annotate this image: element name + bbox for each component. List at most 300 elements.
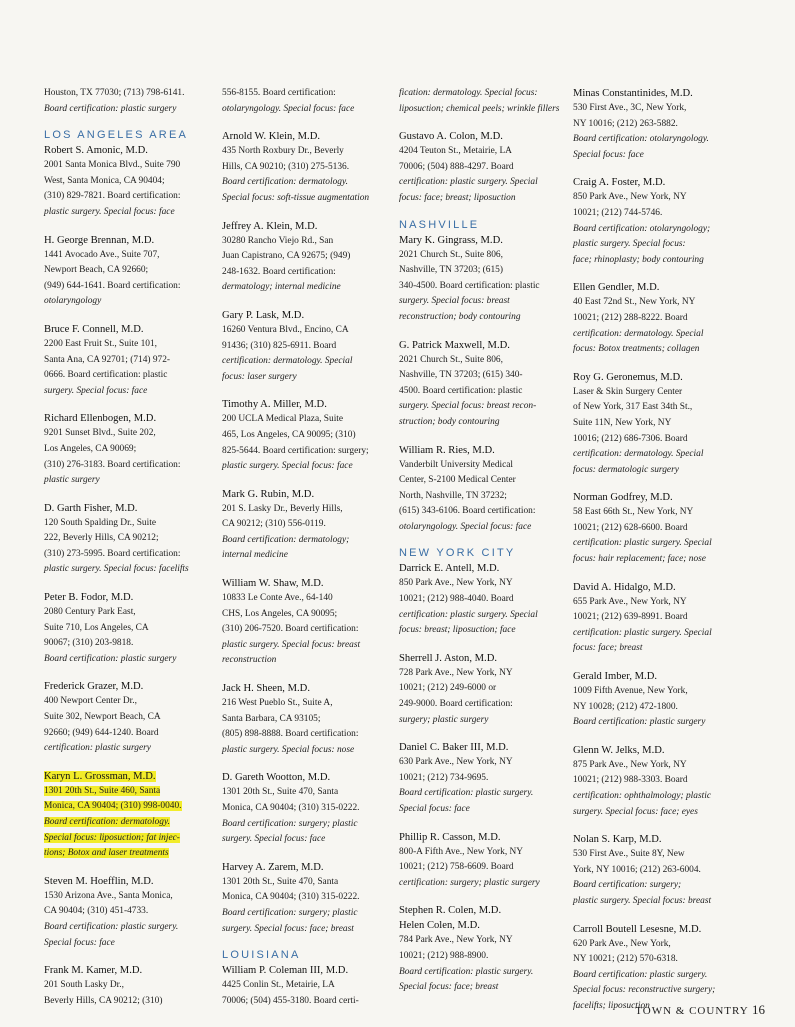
entry-line	[399, 86, 569, 102]
entry-line	[573, 863, 748, 879]
directory-entry	[399, 740, 569, 817]
entry-text: 10021; (212) 988-8900.	[399, 950, 489, 961]
entry-text: struction; body contouring	[399, 416, 500, 427]
entry-text: focus: laser surgery	[222, 371, 297, 382]
entry-line	[222, 234, 392, 250]
entry-text: 2080 Century Park East,	[44, 607, 136, 618]
directory-entry	[44, 86, 214, 117]
entry-line	[44, 652, 214, 668]
column-4	[573, 86, 748, 1027]
entry-text: Bruce F. Connell, M.D.	[44, 323, 144, 335]
entry-text: 875 Park Ave., New York, NY	[573, 759, 687, 770]
entry-line	[222, 890, 392, 906]
doctor-name	[573, 922, 748, 937]
entry-line	[44, 889, 214, 905]
doctor-name	[573, 175, 748, 190]
entry-text: Suite 302, Newport Beach, CA	[44, 712, 161, 723]
entry-text: York, NY 10016; (212) 263-6004.	[573, 864, 701, 875]
entry-text: Laser & Skin Surgery Center	[573, 386, 683, 397]
entry-line	[573, 610, 748, 626]
entry-line	[573, 715, 748, 731]
entry-text: 2001 Santa Monica Blvd., Suite 790	[44, 160, 181, 171]
entry-text: certification: dermatology. Special	[573, 449, 704, 460]
entry-text: plastic surgery. Special focus: face	[222, 461, 353, 472]
directory-entry	[44, 411, 214, 488]
entry-text: otolaryngology	[44, 296, 102, 307]
entry-text: Board certification: dermatology;	[222, 534, 350, 545]
entry-text: 1301 20th St., Suite 470, Santa	[222, 876, 339, 887]
entry-line	[222, 86, 392, 102]
entry-text: 40 East 72nd St., New York, NY	[573, 297, 696, 308]
entry-text: 200 UCLA Medical Plaza, Suite	[222, 414, 344, 425]
entry-text: 10021; (212) 744-5746.	[573, 207, 663, 218]
directory-entry	[222, 681, 392, 758]
entry-line	[399, 191, 569, 207]
entry-text: D. Gareth Wootton, M.D.	[222, 772, 331, 784]
entry-line	[44, 562, 214, 578]
entry-text: 10021; (212) 288-8222. Board	[573, 312, 688, 323]
entry-line	[44, 263, 214, 279]
page-footer	[0, 1002, 795, 1016]
entry-text: Helen Colen, M.D.	[399, 920, 480, 932]
directory-entry	[399, 651, 569, 728]
entry-text: focus: face; breast; liposuction	[399, 192, 516, 203]
entry-line	[399, 608, 569, 624]
entry-text: 4500. Board certification: plastic	[399, 385, 523, 396]
doctor-name	[573, 370, 748, 385]
entry-text: 91436; (310) 825-6911. Board	[222, 340, 337, 351]
section-heading: LOS ANGELES AREA	[44, 129, 189, 142]
entry-text: 10021; (212) 988-4040. Board	[399, 594, 514, 605]
entry-text: 800-A Fifth Ave., New York, NY	[399, 846, 524, 857]
entry-text: Special focus: soft-tissue augmentation	[222, 192, 370, 203]
entry-text: Board certification: plastic surgery	[573, 717, 706, 728]
entry-line	[573, 641, 748, 657]
entry-line	[222, 978, 392, 994]
entry-line	[573, 101, 748, 117]
entry-text: H. George Brennan, M.D.	[44, 234, 155, 246]
directory-entry	[573, 86, 748, 163]
entry-line	[399, 876, 569, 892]
entry-line	[44, 799, 214, 815]
entry-line	[399, 310, 569, 326]
entry-text: certification: dermatology. Special	[573, 328, 704, 339]
entry-text: Board certification: otolaryngology.	[573, 134, 709, 145]
entry-line	[573, 521, 748, 537]
doctor-name	[44, 679, 214, 694]
entry-text: NY 10021; (212) 570-6318.	[573, 954, 678, 965]
entry-line	[44, 86, 214, 102]
entry-text: focus: Botox treatments; collagen	[573, 344, 700, 355]
entry-line	[399, 965, 569, 981]
entry-text: (805) 898-8888. Board certification:	[222, 729, 359, 740]
entry-text: otolaryngology. Special focus: face	[399, 521, 532, 532]
entry-line	[44, 337, 214, 353]
entry-line	[222, 144, 392, 160]
column-2	[222, 86, 392, 1021]
entry-text: 16260 Ventura Blvd., Encino, CA	[222, 324, 349, 335]
entry-line	[222, 102, 392, 118]
directory-entry	[222, 487, 392, 564]
entry-line	[222, 785, 392, 801]
entry-text: Gustavo A. Colon, M.D.	[399, 131, 503, 143]
entry-text: 201 S. Lasky Dr., Beverly Hills,	[222, 503, 343, 514]
doctor-name	[573, 669, 748, 684]
entry-line	[222, 517, 392, 533]
entry-text: Board certification: plastic surgery	[44, 103, 177, 114]
entry-line	[573, 847, 748, 863]
entry-line	[573, 700, 748, 716]
entry-line	[573, 758, 748, 774]
entry-text: surgery. Special focus: face; eyes	[573, 806, 698, 817]
entry-line	[573, 206, 748, 222]
entry-line	[222, 817, 392, 833]
entry-line	[222, 727, 392, 743]
entry-line	[399, 949, 569, 965]
entry-line	[44, 174, 214, 190]
doctor-name	[573, 743, 748, 758]
section-heading: NASHVILLE	[399, 218, 480, 231]
entry-line	[222, 875, 392, 891]
entry-line	[573, 190, 748, 206]
entry-line	[44, 473, 214, 489]
entry-line	[399, 160, 569, 176]
entry-text: tions; Botox and laser treatments	[44, 848, 169, 859]
entry-text: Minas Constantinides, M.D.	[573, 88, 693, 99]
entry-text: Special focus: liposuction; fat injec-	[44, 832, 180, 843]
entry-line	[44, 426, 214, 442]
entry-text: focus: dermatologic surgery	[573, 464, 679, 475]
directory-entry	[573, 370, 748, 479]
doctor-name	[399, 651, 569, 666]
doctor-name	[399, 443, 569, 458]
entry-text: reconstruction	[222, 655, 277, 666]
entry-line	[573, 132, 748, 148]
entry-text: Board certification: plastic surgery.	[44, 921, 179, 932]
entry-line	[573, 536, 748, 552]
entry-line	[573, 968, 748, 984]
entry-text: Ellen Gendler, M.D.	[573, 282, 660, 294]
entry-text: 10021; (212) 249-6000 or	[399, 683, 497, 694]
section-heading: LOUISIANA	[222, 949, 301, 962]
entry-line	[44, 920, 214, 936]
entry-line	[399, 102, 569, 118]
entry-line	[573, 416, 748, 432]
entry-text: surgery. Special focus: face	[222, 834, 326, 845]
entry-text: 90067; (310) 203-9818.	[44, 638, 134, 649]
entry-text: focus: hair replacement; face; nose	[573, 554, 706, 565]
entry-text: 216 West Pueblo St., Suite A,	[222, 698, 333, 709]
entry-text: (310) 273-5995. Board certification:	[44, 548, 181, 559]
entry-text: Board certification: dermatology.	[222, 177, 348, 188]
directory-entry	[573, 832, 748, 909]
entry-line	[573, 552, 748, 568]
directory-entry	[44, 769, 214, 862]
entry-text: 4425 Conlin St., Metairie, LA	[222, 980, 335, 991]
entry-line	[399, 786, 569, 802]
entry-line	[399, 489, 569, 505]
entry-text: Board certification: plastic surgery	[44, 653, 177, 664]
entry-line	[399, 860, 569, 876]
entry-text: Nolan S. Karp, M.D.	[573, 834, 662, 846]
entry-line	[573, 684, 748, 700]
entry-text: 728 Park Ave., New York, NY	[399, 667, 513, 678]
entry-text: William R. Ries, M.D.	[399, 444, 495, 456]
directory-entry	[222, 219, 392, 296]
directory-entry	[222, 129, 392, 206]
doctor-name	[44, 322, 214, 337]
footer-text	[635, 1002, 765, 1018]
entry-line	[222, 801, 392, 817]
entry-text: Santa Barbara, CA 93105;	[222, 713, 321, 724]
entry-line	[399, 576, 569, 592]
entry-text: NY 10028; (212) 472-1800.	[573, 701, 678, 712]
entry-line	[44, 636, 214, 652]
entry-line	[222, 354, 392, 370]
entry-line	[44, 384, 214, 400]
entry-text: certification: surgery; plastic surgery	[399, 877, 540, 888]
entry-text: Darrick E. Antell, M.D.	[399, 563, 500, 575]
entry-line	[573, 222, 748, 238]
entry-line	[573, 295, 748, 311]
entry-line	[44, 158, 214, 174]
entry-text: certification: ophthalmology; plastic	[573, 791, 711, 801]
entry-line	[44, 442, 214, 458]
entry-text: dermatology; internal medicine	[222, 282, 341, 293]
entry-text: Robert S. Amonic, M.D.	[44, 145, 148, 157]
entry-text: 30280 Rancho Viejo Rd., San	[222, 235, 334, 246]
entry-text: 222, Beverly Hills, CA 90212;	[44, 533, 159, 544]
doctor-name	[399, 918, 569, 933]
directory-entry	[573, 280, 748, 357]
entry-text: Gerald Imber, M.D.	[573, 671, 658, 683]
entry-text: plastic surgery. Special focus: facelifts	[44, 564, 189, 575]
entry-text: 10021; (212) 628-6600. Board	[573, 522, 688, 533]
entry-text: 10021; (212) 734-9695.	[399, 772, 489, 783]
entry-line	[44, 368, 214, 384]
section-heading: NEW YORK CITY	[399, 547, 516, 560]
entry-text: Beverly Hills, CA 90212; (310)	[44, 995, 163, 1006]
entry-line	[222, 638, 392, 654]
directory-entry	[399, 443, 569, 536]
directory-entry	[573, 175, 748, 268]
entry-line	[44, 741, 214, 757]
entry-text: Gary P. Lask, M.D.	[222, 309, 305, 321]
entry-line	[222, 922, 392, 938]
entry-text: Monica, CA 90404; (310) 315-0222.	[222, 892, 360, 903]
directory-entry	[44, 679, 214, 756]
directory-entry	[573, 490, 748, 567]
doctor-name	[573, 490, 748, 505]
entry-line	[399, 755, 569, 771]
entry-text: Special focus: face; breast	[399, 982, 499, 993]
entry-text: Newport Beach, CA 92660;	[44, 265, 149, 276]
doctor-name	[573, 832, 748, 847]
entry-line	[222, 533, 392, 549]
entry-line	[399, 592, 569, 608]
doctor-name	[399, 740, 569, 755]
entry-text: focus: face; breast	[573, 643, 643, 654]
entry-line	[399, 933, 569, 949]
entry-text: William W. Shaw, M.D.	[222, 578, 324, 590]
doctor-name	[44, 590, 214, 605]
entry-text: Roy G. Geronemus, M.D.	[573, 371, 683, 383]
entry-text: Board certification: plastic surgery.	[399, 788, 534, 799]
entry-line	[44, 621, 214, 637]
entry-line	[222, 607, 392, 623]
entry-text: 10021; (212) 758-6609. Board	[399, 862, 514, 873]
entry-line	[44, 531, 214, 547]
entry-text: 850 Park Ave., New York, NY	[573, 192, 687, 203]
entry-line	[573, 773, 748, 789]
entry-line	[44, 516, 214, 532]
entry-text: surgery. Special focus: breast	[399, 296, 510, 307]
doctor-name	[573, 280, 748, 295]
entry-line	[399, 771, 569, 787]
entry-text: Vanderbilt University Medical	[399, 459, 514, 470]
entry-line	[222, 459, 392, 475]
entry-line	[222, 653, 392, 669]
entry-text: surgery. Special focus: face	[44, 385, 148, 396]
directory-entry	[44, 322, 214, 399]
entry-text: Norman Godfrey, M.D.	[573, 492, 673, 504]
entry-line	[573, 805, 748, 821]
entry-text: fication: dermatology. Special focus:	[399, 88, 538, 98]
entry-text: (615) 343-6106. Board certification:	[399, 506, 536, 517]
entry-line	[222, 502, 392, 518]
directory-entry	[44, 501, 214, 578]
doctor-name	[399, 903, 569, 918]
doctor-name	[222, 963, 392, 978]
doctor-name	[399, 561, 569, 576]
entry-line	[44, 784, 214, 800]
doctor-name	[222, 770, 392, 785]
entry-text: face; rhinoplasty; body contouring	[573, 254, 704, 265]
entry-text: Craig A. Foster, M.D.	[573, 177, 666, 189]
doctor-name	[222, 397, 392, 412]
entry-line	[44, 189, 214, 205]
doctor-name	[222, 576, 392, 591]
entry-text: Santa Ana, CA 92701; (714) 972-	[44, 354, 171, 365]
entry-text: certification: plastic surgery. Special	[573, 538, 712, 549]
entry-line	[222, 712, 392, 728]
entry-text: 400 Newport Center Dr.,	[44, 696, 137, 707]
entry-text: NY 10016; (212) 263-5882.	[573, 118, 678, 129]
directory-entry	[222, 86, 392, 117]
entry-line	[399, 263, 569, 279]
entry-line	[399, 458, 569, 474]
entry-line	[573, 789, 748, 805]
entry-text: (310) 829-7821. Board certification:	[44, 191, 181, 202]
entry-text: Juan Capistrano, CA 92675; (949)	[222, 251, 351, 262]
entry-text: surgery. Special focus: face; breast	[222, 923, 354, 934]
entry-text: plastic surgery. Special focus: face	[44, 206, 175, 217]
doctor-name	[44, 233, 214, 248]
directory-entry	[399, 129, 569, 206]
entry-line	[573, 311, 748, 327]
doctor-name	[399, 129, 569, 144]
entry-text: (310) 276-3183. Board certification:	[44, 459, 181, 470]
entry-text: 530 First Ave., Suite 8Y, New	[573, 849, 685, 860]
entry-line	[222, 323, 392, 339]
directory-entry	[44, 143, 214, 220]
directory-entry	[399, 561, 569, 638]
directory-entry	[399, 903, 569, 995]
entry-text: 340-4500. Board certification: plastic	[399, 280, 540, 291]
entry-line	[44, 547, 214, 563]
entry-text: 10021; (212) 639-8991. Board	[573, 612, 688, 623]
entry-line	[44, 294, 214, 310]
entry-text: Monica, CA 90404; (310) 315-0222.	[222, 803, 360, 813]
entry-line	[399, 384, 569, 400]
entry-line	[399, 368, 569, 384]
entry-text: Special focus: face	[573, 149, 644, 160]
entry-text: reconstruction; body contouring	[399, 311, 521, 322]
directory-entry	[573, 669, 748, 731]
entry-text: 249-9000. Board certification:	[399, 699, 513, 710]
entry-text: facelifts; liposuction	[573, 1000, 650, 1011]
entry-text: Monica, CA 90404; (310) 998-0040.	[44, 801, 182, 812]
entry-line	[573, 385, 748, 401]
directory-entry	[573, 743, 748, 820]
entry-line	[222, 412, 392, 428]
entry-text: Center, S-2100 Medical Center	[399, 475, 516, 486]
directory-entry	[44, 233, 214, 310]
entry-line	[44, 102, 214, 118]
entry-text: 556-8155. Board certification:	[222, 88, 336, 98]
entry-text: 10016; (212) 686-7306. Board	[573, 433, 688, 444]
entry-text: CA 90212; (310) 556-0119.	[222, 519, 326, 530]
entry-text: David A. Hidalgo, M.D.	[573, 581, 676, 593]
entry-line	[44, 726, 214, 742]
doctor-name	[44, 769, 214, 784]
entry-text: Phillip R. Casson, M.D.	[399, 831, 501, 843]
entry-text: Special focus: face	[44, 937, 115, 948]
entry-text: 784 Park Ave., New York, NY	[399, 935, 513, 946]
entry-line	[573, 117, 748, 133]
entry-line	[399, 399, 569, 415]
entry-text: internal medicine	[222, 550, 288, 561]
entry-line	[222, 906, 392, 922]
entry-text: Jack H. Sheen, M.D.	[222, 683, 310, 695]
entry-text: certification: plastic surgery. Special	[399, 177, 538, 188]
entry-text: focus: breast; liposuction; face	[399, 625, 516, 636]
entry-line	[399, 415, 569, 431]
entry-line	[573, 342, 748, 358]
entry-text: Karyn L. Grossman, M.D.	[44, 770, 156, 782]
entry-line	[573, 400, 748, 416]
entry-line	[44, 846, 214, 862]
entry-line	[573, 894, 748, 910]
entry-line	[222, 548, 392, 564]
entry-text: Board certification: surgery; plastic	[222, 907, 358, 918]
doctor-name	[222, 129, 392, 144]
entry-text: Los Angeles, CA 90069;	[44, 443, 137, 454]
entry-text: 655 Park Ave., New York, NY	[573, 596, 687, 607]
entry-line	[222, 370, 392, 386]
doctor-name	[222, 487, 392, 502]
entry-line	[573, 595, 748, 611]
entry-line	[399, 279, 569, 295]
entry-line	[222, 339, 392, 355]
entry-text: 1009 Fifth Avenue, New York,	[573, 686, 688, 697]
entry-text: plastic surgery. Special focus: breast	[222, 639, 361, 650]
entry-text: Glenn W. Jelks, M.D.	[573, 744, 665, 756]
entry-text: 201 South Lasky Dr.,	[44, 980, 124, 991]
entry-line	[399, 666, 569, 682]
column-1	[44, 86, 214, 1021]
entry-line	[399, 681, 569, 697]
